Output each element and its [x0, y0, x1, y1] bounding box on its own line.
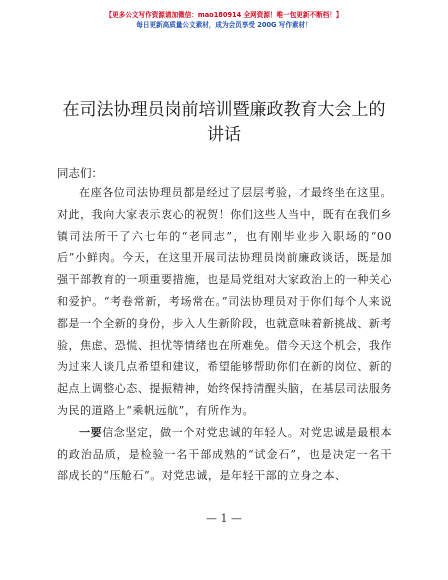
salutation: 同志们： [57, 166, 103, 180]
page-number: — 1 — [206, 512, 242, 525]
document-title: 在司法协理员岗前培训暨廉政教育大会上的讲话 [62, 100, 386, 145]
promo-banner [0, 10, 448, 30]
paragraph-lead: 一要 [79, 425, 103, 439]
paragraph-text: 信念坚定，做一个对党忠诚的年轻人。对党忠诚是最根本的政治品质，是检验一名干部成熟的“试金石”，也是决定一名干部成长的“压舱石”。对党忠诚，是年轻干部的立身之本、 [57, 425, 393, 483]
paragraph [57, 422, 392, 487]
promo-line-2: 每日更新高质量公文素材，成为会员享受 200G 写作素材！ [136, 21, 312, 29]
document-body [57, 182, 392, 487]
paragraph: 在座各位司法协理员都是经过了层层考验，才最终坐在这里。对此，我向大家表示衷心的祝贺！你们这些人当中，既有在我们乡镇司法所干了六七年的“老同志”，也有刚毕业步入职场的“00后”小鲜肉。今天，在这里开展司法协理员岗前廉政谈话，既是加强干部教育的一项重要措施，也是局党组对大家政治上的一种关心和爱护。“考卷常新，考场常在。”司法协理员对于你们每个人来说都是一个全新的身份，步入人生新阶段，也就意味着新挑战、新考验，焦虑、恐慌、担忧等情绪也在所难免。借今天这个机会，我作为过来人谈几点希望和建议，希望能够帮助你们在新的岗位、新的起点上调整心态、提振精神，始终保持清醒头脑，在基层司法服务为民的道路上“乘帆远航”，有所作为。 [57, 186, 392, 417]
promo-line-1: 【更多公文写作资源请加微信：mao180914 全网资源！唯一包更新不断档！】 [105, 11, 343, 19]
